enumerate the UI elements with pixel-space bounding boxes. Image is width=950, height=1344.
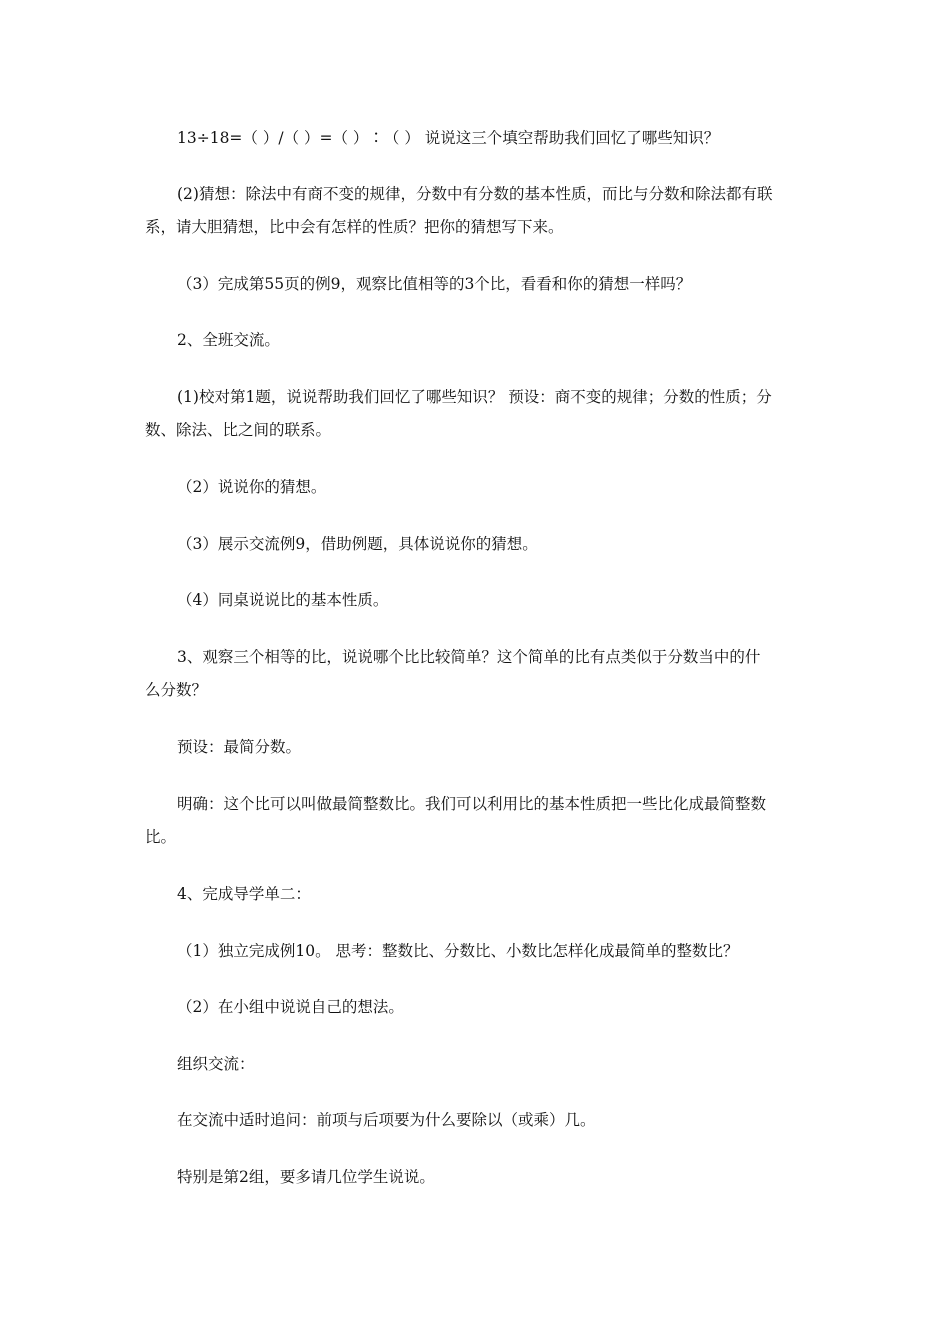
clarify-paragraph-line-1: 明确：这个比可以叫做最简整数比。我们可以利用比的基本性质把一些比化成最简整数	[177, 795, 767, 813]
section-2-heading: 2、全班交流。	[177, 331, 280, 349]
section-3-line-1: 3、观察三个相等的比，说说哪个比比较简单？这个简单的比有点类似于分数当中的什	[177, 648, 761, 666]
group-2-paragraph: 特别是第2组，要多请几位学生说说。	[177, 1168, 435, 1186]
share-guess-paragraph: （2）说说你的猜想。	[177, 478, 327, 496]
deskmate-paragraph: （4）同桌说说比的基本性质。	[177, 591, 389, 609]
check-paragraph-line-1: (1)校对第1题，说说帮助我们回忆了哪些知识？ 预设：商不变的规律；分数的性质；分	[177, 388, 772, 406]
fill-blank-line: 13÷18=（ ）/（ ）=（ ）∶（ ） 说说这三个填空帮助我们回忆了哪些知识？	[177, 129, 720, 147]
guess-paragraph-line-1: (2)猜想：除法中有商不变的规律，分数中有分数的基本性质，而比与分数和除法都有联	[177, 185, 773, 203]
section-3-line-2: 么分数？	[145, 681, 208, 699]
group-discussion-paragraph: （2）在小组中说说自己的想法。	[177, 998, 404, 1016]
example-10-paragraph: （1）独立完成例10。 思考：整数比、分数比、小数比怎样化成最简单的整数比？	[177, 942, 739, 960]
show-example-paragraph: （3）展示交流例9，借助例题，具体说说你的猜想。	[177, 535, 538, 553]
clarify-paragraph-line-2: 比。	[145, 828, 177, 846]
section-4-heading: 4、完成导学单二：	[177, 885, 311, 903]
check-paragraph-line-2: 数、除法、比之间的联系。	[145, 421, 332, 439]
preset-paragraph: 预设：最简分数。	[177, 738, 302, 756]
organize-exchange-paragraph: 组织交流：	[177, 1055, 255, 1073]
guess-paragraph-line-2: 系，请大胆猜想，比中会有怎样的性质？把你的猜想写下来。	[145, 218, 564, 236]
follow-up-question-paragraph: 在交流中适时追问：前项与后项要为什么要除以（或乘）几。	[177, 1111, 596, 1129]
example-9-paragraph: （3）完成第55页的例9，观察比值相等的3个比，看看和你的猜想一样吗？	[177, 275, 692, 293]
